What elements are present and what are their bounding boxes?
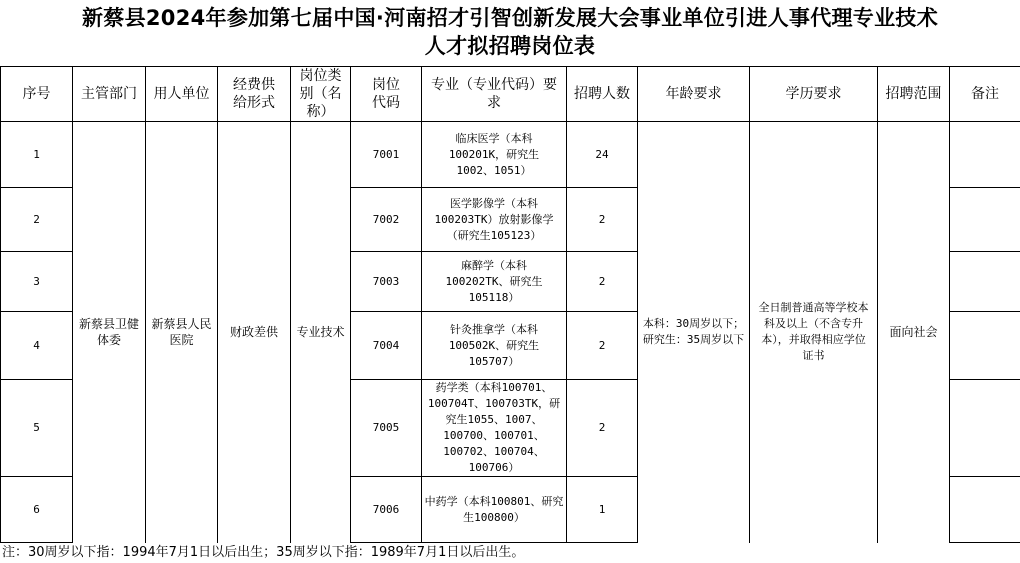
document-title bbox=[0, 4, 1020, 60]
cell-edu: 全日制普通高等学校本科及以上（不含专升本），并取得相应学位证书 bbox=[750, 122, 878, 543]
header-seq: 序号 bbox=[1, 67, 73, 122]
cell-post-type: 专业技术 bbox=[291, 122, 351, 543]
header-employer: 用人单位 bbox=[146, 67, 218, 122]
cell-employer: 新蔡县人民医院 bbox=[146, 122, 218, 543]
header-count: 招聘人数 bbox=[567, 67, 638, 122]
cell-count: 2 bbox=[567, 252, 638, 312]
cell-scope: 面向社会 bbox=[878, 122, 950, 543]
cell-major: 医学影像学（本科100203TK）放射影像学（研究生105123） bbox=[422, 188, 567, 252]
cell-seq: 6 bbox=[1, 477, 73, 543]
cell-code: 7002 bbox=[351, 188, 422, 252]
header-funding: 经费供给形式 bbox=[218, 67, 291, 122]
cell-remark bbox=[950, 312, 1020, 380]
cell-code: 7004 bbox=[351, 312, 422, 380]
positions-table bbox=[0, 66, 1020, 543]
header-scope: 招聘范围 bbox=[878, 67, 950, 122]
cell-count: 2 bbox=[567, 380, 638, 477]
cell-remark bbox=[950, 252, 1020, 312]
cell-major: 临床医学（本科100201K，研究生1002、1051） bbox=[422, 122, 567, 188]
cell-code: 7005 bbox=[351, 380, 422, 477]
cell-seq: 1 bbox=[1, 122, 73, 188]
cell-age: 本科：30周岁以下；研究生：35周岁以下 bbox=[638, 122, 750, 543]
header-row bbox=[1, 67, 1020, 122]
cell-major: 麻醉学（本科100202TK、研究生105118） bbox=[422, 252, 567, 312]
cell-count: 2 bbox=[567, 312, 638, 380]
cell-count: 24 bbox=[567, 122, 638, 188]
title-line-1: 新蔡县2024年参加第七届中国·河南招才引智创新发展大会事业单位引进人事代理专业技术 bbox=[81, 6, 939, 30]
title-line-2: 人才拟招聘岗位表 bbox=[424, 34, 596, 58]
cell-seq: 3 bbox=[1, 252, 73, 312]
cell-funding: 财政差供 bbox=[218, 122, 291, 543]
header-remark: 备注 bbox=[950, 67, 1020, 122]
cell-seq: 4 bbox=[1, 312, 73, 380]
cell-seq: 5 bbox=[1, 380, 73, 477]
header-dept: 主管部门 bbox=[73, 67, 146, 122]
cell-seq: 2 bbox=[1, 188, 73, 252]
cell-code: 7006 bbox=[351, 477, 422, 543]
cell-remark bbox=[950, 188, 1020, 252]
cell-remark bbox=[950, 380, 1020, 477]
cell-dept: 新蔡县卫健体委 bbox=[73, 122, 146, 543]
header-post-code: 岗位代码 bbox=[351, 67, 422, 122]
cell-major: 药学类（本科100701、100704T、100703TK，研究生1055、1007、100700、100701、100702、100704、100706） bbox=[422, 380, 567, 477]
table-row bbox=[1, 122, 1020, 188]
cell-code: 7001 bbox=[351, 122, 422, 188]
cell-major: 中药学（本科100801、研究生100800） bbox=[422, 477, 567, 543]
cell-remark bbox=[950, 477, 1020, 543]
header-post-type: 岗位类别（名称） bbox=[291, 67, 351, 122]
cell-remark bbox=[950, 122, 1020, 188]
header-major: 专业（专业代码）要求 bbox=[422, 67, 567, 122]
cell-major: 针灸推拿学（本科100502K、研究生105707） bbox=[422, 312, 567, 380]
footnote: 注：30周岁以下指：1994年7月1日以后出生；35周岁以下指：1989年7月1日以后出生。 bbox=[2, 545, 525, 560]
cell-count: 1 bbox=[567, 477, 638, 543]
cell-code: 7003 bbox=[351, 252, 422, 312]
header-edu: 学历要求 bbox=[750, 67, 878, 122]
cell-count: 2 bbox=[567, 188, 638, 252]
header-age: 年龄要求 bbox=[638, 67, 750, 122]
